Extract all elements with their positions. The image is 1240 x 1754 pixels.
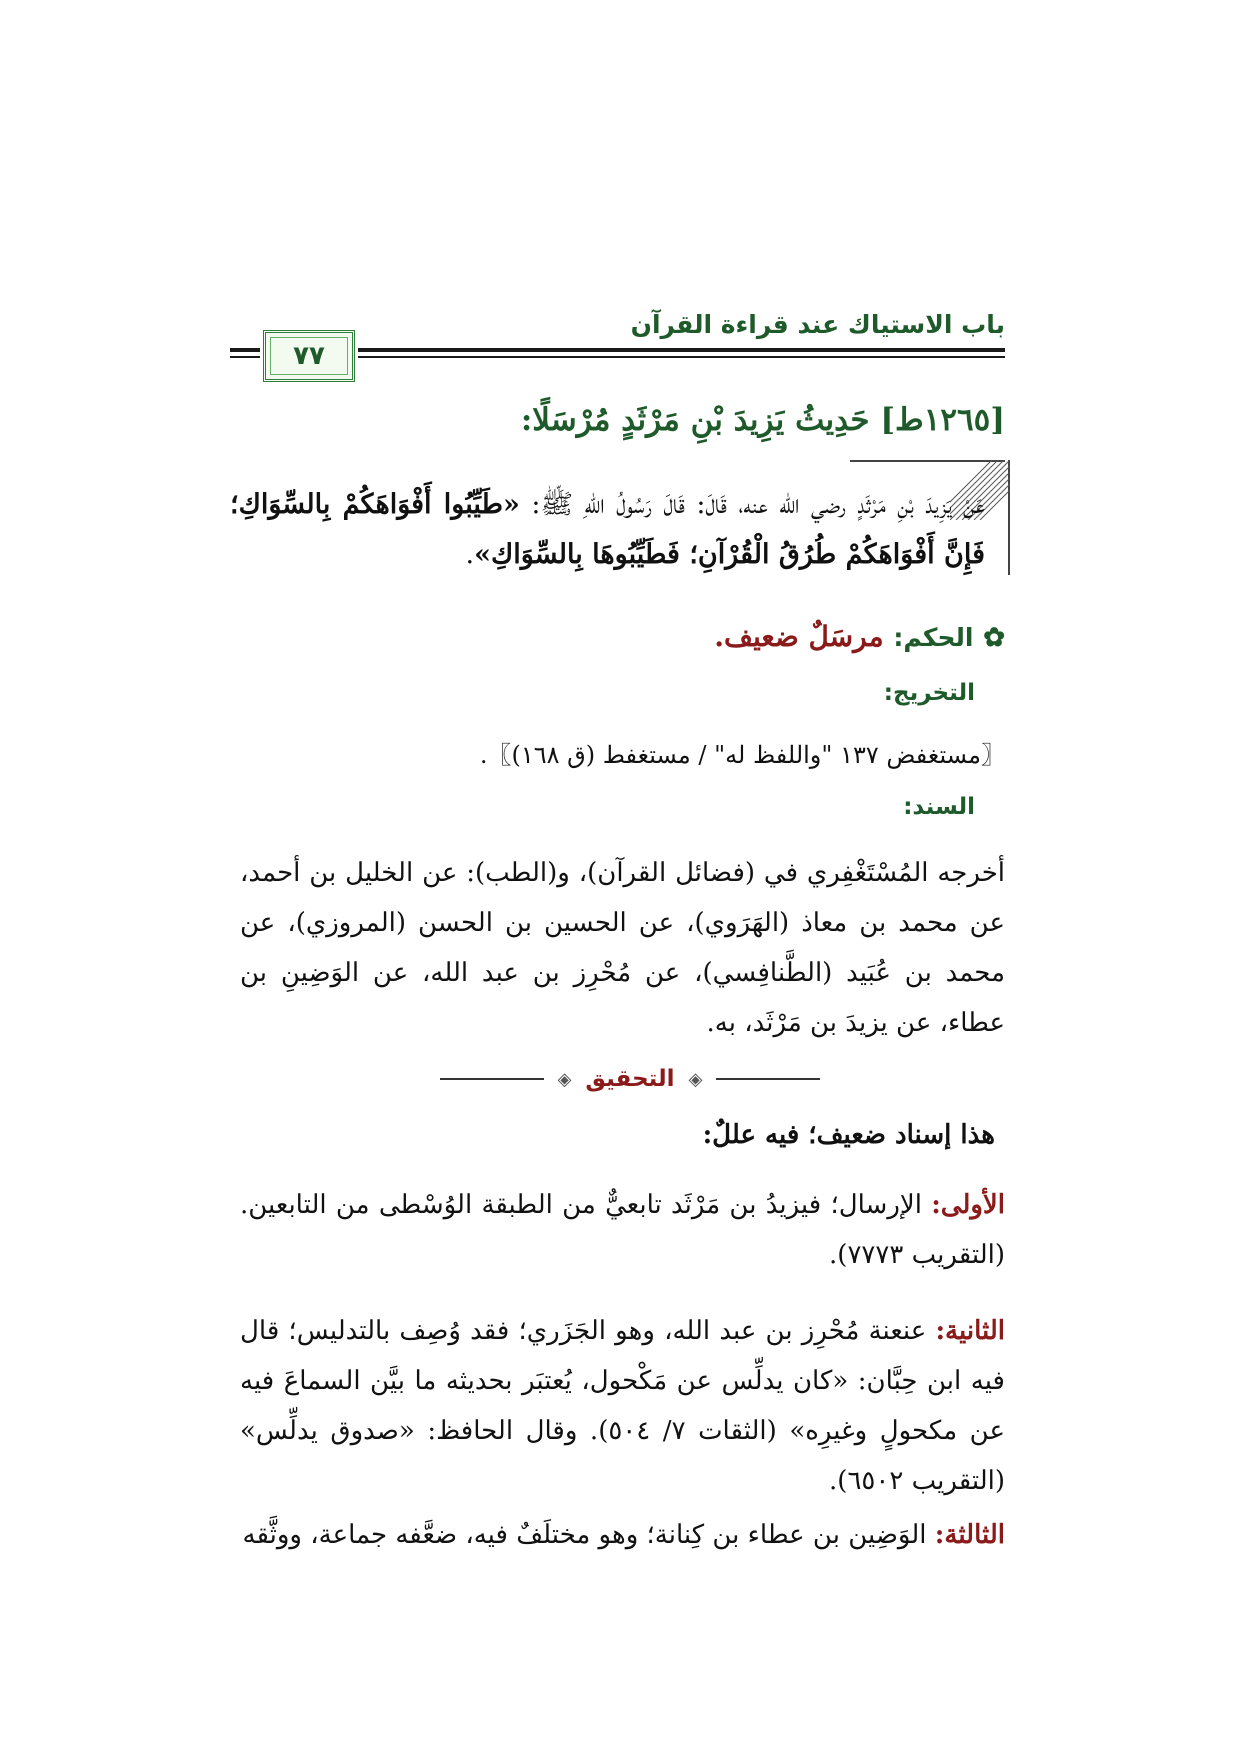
weakness-item <box>240 1510 1005 1560</box>
weakness-item <box>240 1306 1005 1506</box>
verdict-value: مرسَلٌ ضعيف. <box>714 620 884 653</box>
running-header-title: باب الاستياك عند قراءة القرآن <box>630 310 1005 339</box>
divider-ornament-icon: ◈ <box>557 1068 572 1090</box>
hadith-text <box>230 480 985 580</box>
hadith-text-plain: عَنْ يَزِيدَ بْنِ مَرْثَدٍ رضي الله عنه، قَالَ: قَالَ رَسُولُ اللهِ ﷺ: <box>519 489 985 520</box>
hadith-title: [١٢٦٥ط] حَدِيثُ يَزِيدَ بْنِ مَرْثَدٍ مُرْسَلًا: <box>520 402 1005 438</box>
verdict-label: الحكم: <box>893 623 974 652</box>
verdict-line <box>235 620 1005 653</box>
divider-label: التحقيق <box>585 1066 675 1092</box>
header-rule-left <box>230 348 260 352</box>
sanad-text: أخرجه المُسْتَغْفِري في (فضائل القرآن)، و(الطب): عن الخليل بن أحمد، عن محمد بن معاذ (الهَرَوي)، عن الحسين بن الحسن (المروزي)، عن محمد بن عُبَيد (الطَّنافِسي)، عن مُحْرِز بن عبد الله، عن الوَضِينِ بن عطاء، عن يزيدَ بن مَرْثَد، به. <box>240 858 1005 1038</box>
weakness-lead: الثانية: <box>935 1316 1005 1346</box>
weakness-lead: الأولى: <box>931 1190 1005 1220</box>
sanad-heading: السند: <box>903 794 975 820</box>
weakness-text: عنعنة مُحْرِز بن عبد الله، وهو الجَزَري؛ فقد وُصِف بالتدليس؛ قال فيه ابن حِبَّان: «كان يدلِّس عن مَكْحول، يُعتبَر بحديثه ما بيَّن السماعَ فيه عن مكحولٍ وغيرِه» (الثقات ٧/ ٥٠٤). وقال الحافظ: «صدوق يدلِّس» (التقريب ٦٥٠٢). <box>240 1316 1005 1496</box>
weakness-text: الوَضِين بن عطاء بن كِنانة؛ وهو مختلَفٌ فيه، ضعَّفه جماعة، ووثَّقه <box>242 1520 935 1550</box>
hadith-text-prophetic: «طَيِّبُوا أَفْوَاهَكُمْ بِالسِّوَاكِ؛ فَإِنَّ أَفْوَاهَكُمْ طُرُقُ الْقُرْآنِ؛ فَطَيِّبُوهَا بِالسِّوَاكِ» <box>230 489 985 570</box>
weakness-item <box>240 1180 1005 1280</box>
hadith-text-end: . <box>465 539 475 570</box>
divider-ornament-icon: ◈ <box>688 1068 703 1090</box>
header-rule-right-thin <box>358 356 1005 358</box>
header-rule-left-thin <box>230 356 260 358</box>
divider-line-right <box>716 1078 820 1080</box>
takhrij-source: 〖مستغفض ١٣٧ "واللفظ له" / مستغفط (ق ١٦٨)〗. <box>479 741 1005 769</box>
section-divider <box>440 1064 820 1094</box>
tahqiq-title: هذا إسناد ضعيف؛ فيه عللٌ: <box>702 1120 995 1150</box>
hadith-box <box>230 480 1005 585</box>
page-number-badge <box>263 330 355 382</box>
weakness-text: الإرسال؛ فيزيدُ بن مَرْثَد تابعيٌّ من الطبقة الوُسْطى من التابعين. (التقريب ٧٧٧٣). <box>240 1190 1005 1270</box>
divider-line-left <box>440 1078 544 1080</box>
gear-ornament-icon: ✿ <box>983 623 1005 653</box>
takhrij-heading: التخريج: <box>883 680 975 706</box>
weakness-lead: الثالثة: <box>934 1520 1005 1550</box>
header-rule-right <box>358 348 1005 352</box>
page-number: ٧٧ <box>293 341 325 371</box>
